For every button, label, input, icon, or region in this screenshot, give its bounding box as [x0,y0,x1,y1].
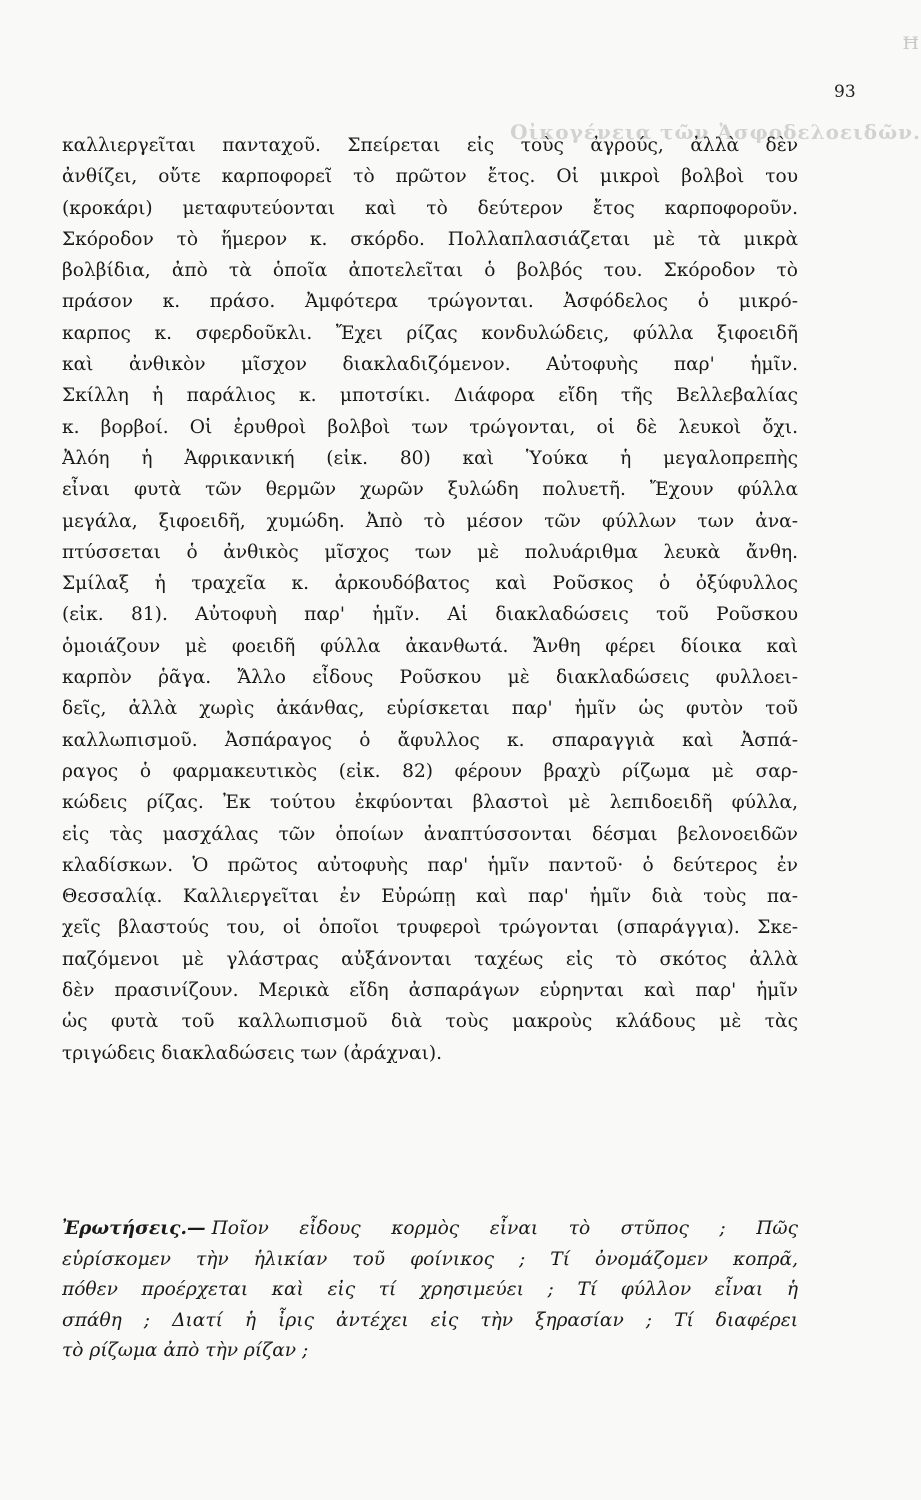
text-line: καλλωπισμοῦ. Ἀσπάραγος ὁ ἄφυλλος κ. σπαραγγιὰ καὶ Ἀσπά- [62,729,798,751]
text-line: εἰς τὰς μασχάλας τῶν ὁποίων ἀναπτύσσονται δέσμαι βελονοειδῶν [62,823,798,845]
text-line: τριγώδεις διακλαδώσεις των (ἀράχναι). [62,1042,443,1064]
question-line: εὑρίσκομεν τὴν ἡλικίαν τοῦ φοίνικος ; Τί ὀνομάζομεν κοπρᾶ, [62,1248,798,1270]
text-line: Θεσσαλίᾳ. Καλλιεργεῖται ἐν Εὐρώπῃ καὶ παρ' ἡμῖν διὰ τοὺς πα- [62,886,798,908]
text-line: καρπὸν ῥᾶγα. Ἄλλο εἶδους Ροῦσκου μὲ διακλαδώσεις φυλλοει- [62,667,798,689]
questions-heading: Ἐρωτήσεις.— [62,1218,206,1239]
text-line: (κροκάρι) μεταφυτεύονται καὶ τὸ δεύτερον ἔτος καρποφοροῦν. [62,197,798,219]
question-line: πόθεν προέρχεται καὶ εἰς τί χρησιμεύει ; Τί φύλλον εἶναι ἡ [62,1279,798,1300]
question-line: σπάθη ; Διατί ἡ ἶρις ἀντέχει εἰς τὴν ξηρασίαν ; Τί διαφέρει [62,1309,798,1331]
text-line: μεγάλα, ξιφοειδῆ, χυμώδη. Ἀπὸ τὸ μέσον τῶν φύλλων των ἀνα- [62,510,798,532]
text-line: Ἀλόη ἡ Ἀφρικανική (εἰκ. 80) καὶ Ὑούκα ἡ μεγαλοπρεπὴς [62,447,798,469]
text-line: ὡς φυτὰ τοῦ καλλωπισμοῦ διὰ τοὺς μακροὺς κλάδους μὲ τὰς [62,1011,798,1033]
text-line: Σκόροδον τὸ ἥμερον κ. σκόρδο. Πολλαπλασιάζεται μὲ τὰ μικρὰ [62,228,798,250]
text-line: (εἰκ. 81). Αὐτοφυὴ παρ' ἡμῖν. Αἱ διακλαδώσεις τοῦ Ροῦσκου [62,604,798,626]
text-line: βολβίδια, ἀπὸ τὰ ὁποῖα ἀποτελεῖται ὁ βολβός του. Σκόροδον τὸ [62,260,798,282]
text-line: Σμίλαξ ἡ τραχεῖα κ. ἀρκουδόβατος καὶ Ροῦσκος ὁ ὀξύφυλλος [62,573,798,595]
text-line: ἀνθίζει, οὔτε καρποφορεῖ τὸ πρῶτον ἔτος. Οἱ μικροὶ βολβοὶ του [62,166,798,188]
text-line: ὁμοιάζουν μὲ φοειδῆ φύλλα ἀκανθωτά. Ἄνθη φέρει δίοικα καὶ [62,635,798,657]
bleed-through-heading: Οἰκογένεια τῶν Ἀσφοδελοειδῶν. [510,120,921,144]
question-line [62,1214,798,1245]
text-line: δεῖς, ἀλλὰ χωρὶς ἀκάνθας, εὑρίσκεται παρ' ἡμῖν ὡς φυτὸν τοῦ [62,698,798,720]
bleed-through-mark: ꟸ [902,32,919,67]
text-line: κώδεις ρίζας. Ἐκ τούτου ἐκφύονται βλαστοὶ μὲ λεπιδοειδῆ φύλλα, [62,792,798,814]
text-line: χεῖς βλαστούς του, οἱ ὁποῖοι τρυφεροὶ τρώγονται (σπαράγγια). Σκε- [62,917,798,939]
text-line: εἶναι φυτὰ τῶν θερμῶν χωρῶν ξυλώδη πολυετῆ. Ἔχουν φύλλα [62,479,798,501]
main-text [62,130,798,1069]
text-line: καλλιεργεῖται πανταχοῦ. Σπείρεται εἰς τοὺς ἀγρούς, ἀλλὰ δὲν [62,135,798,156]
page-number: 93 [834,82,856,102]
text-line: πράσον κ. πράσο. Ἀμφότερα τρώγονται. Ἀσφόδελος ὁ μικρό- [62,291,798,313]
text-line: καὶ ἀνθικὸν μῖσχον διακλαδιζόμενον. Αὐτοφυὴς παρ' ἡμῖν. [62,354,798,376]
question-text: Ποῖον εἶδους κορμὸς εἶναι τὸ στῦπος ; Πῶς [211,1218,798,1239]
questions-section [62,1214,798,1367]
text-line: δὲν πρασινίζουν. Μερικὰ εἴδη ἀσπαράγων εὑρηνται καὶ παρ' ἡμῖν [62,980,798,1002]
text-line: παζόμενοι μὲ γλάστρας αὐξάνονται ταχέως εἰς τὸ σκότος ἀλλὰ [62,948,798,970]
text-line: κ. βορβοί. Οἱ ἐρυθροὶ βολβοὶ των τρώγονται, οἱ δὲ λευκοὶ ὄχι. [62,416,798,438]
text-line: Σκίλλη ἡ παράλιος κ. μποτσίκι. Διάφορα εἴδη τῆς Βελλεβαλίας [62,385,798,407]
text-line: ραγος ὁ φαρμακευτικὸς (εἰκ. 82) φέρουν βραχὺ ρίζωμα μὲ σαρ- [62,760,798,782]
question-line: τὸ ρίζωμα ἀπὸ τὴν ρίζαν ; [62,1340,309,1361]
text-line: καρπος κ. σφερδοῦκλι. Ἔχει ρίζας κονδυλώδεις, φύλλα ξιφοειδῆ [62,322,798,344]
text-line: κλαδίσκων. Ὁ πρῶτος αὐτοφυὴς παρ' ἡμῖν παντοῦ· ὁ δεύτερος ἐν [62,854,798,876]
text-line: πτύσσεται ὁ ἀνθικὸς μῖσχος των μὲ πολυάριθμα λευκὰ ἄνθη. [62,541,798,563]
